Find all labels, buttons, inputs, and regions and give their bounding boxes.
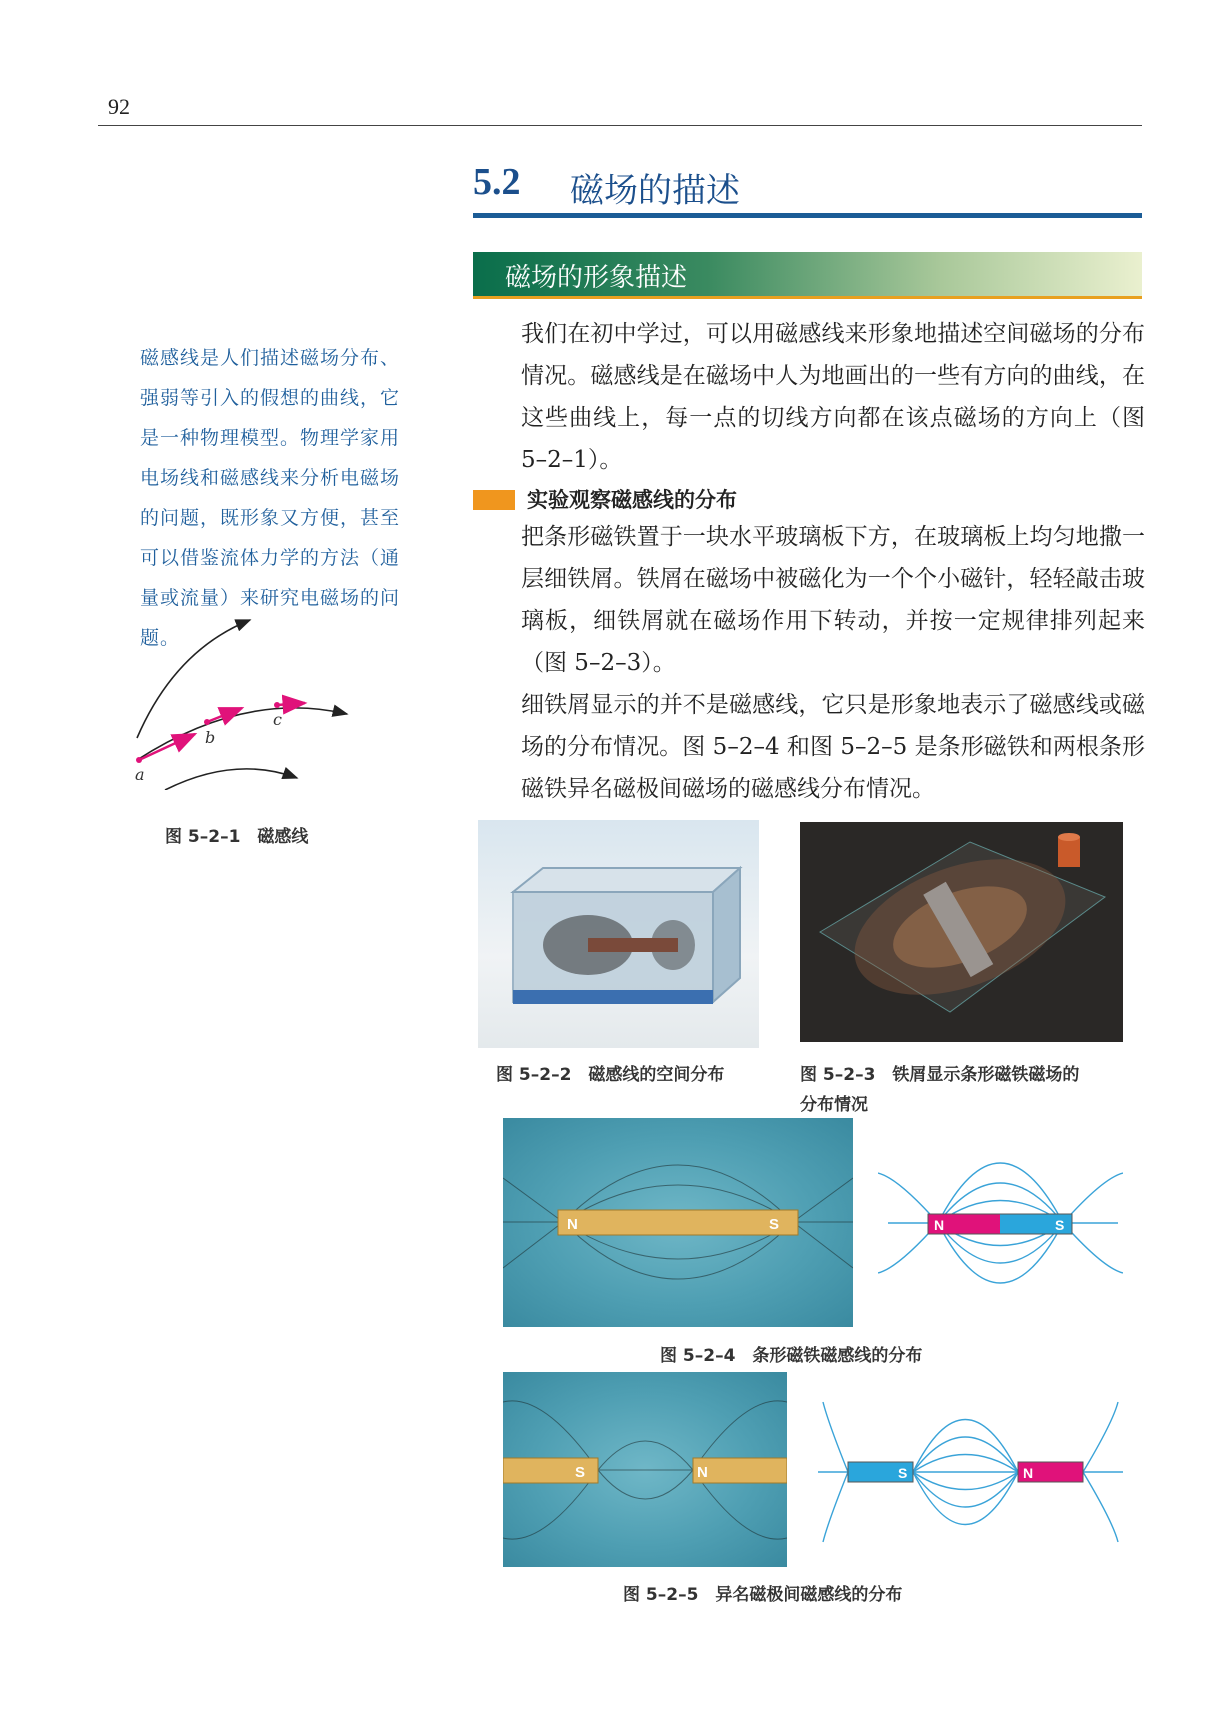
figure-5-2-3-photo xyxy=(800,822,1123,1042)
photo2-s-pole: S xyxy=(575,1464,586,1481)
section-number: 5.2 xyxy=(473,161,521,203)
point-b-label: b xyxy=(205,728,216,747)
intro-paragraph xyxy=(473,313,1145,481)
figure-5-2-4-caption: 图 5–2–4 条形磁铁磁感线的分布 xyxy=(660,1346,923,1366)
figure-5-2-1-caption: 图 5–2–1 磁感线 xyxy=(165,827,309,847)
experiment-text-1: 把条形磁铁置于一块水平玻璃板下方，在玻璃板上均匀地撒一层细铁屑。铁屑在磁场中被磁化为一个个小磁针，轻轻敲击玻璃板，细铁屑就在磁场作用下转动，并按一定规律排列起来（图 5–2–3）。 xyxy=(521,524,1145,676)
figure-5-2-2-photo xyxy=(478,820,759,1048)
experiment-title: 实验观察磁感线的分布 xyxy=(527,488,737,512)
figure-5-2-3-caption-line1: 图 5–2–3 铁屑显示条形磁铁磁场的 xyxy=(800,1065,1080,1085)
side-note-text: 磁感线是人们描述磁场分布、强弱等引入的假想的曲线，它是一种物理模型。物理学家用电场线和磁感线来分析电磁场的问题，既形象又方便，甚至可以借鉴流体力学的方法（通量或流量）来研究电磁场的问题。 xyxy=(140,347,401,649)
experiment-paragraph-1 xyxy=(473,516,1145,684)
section-rule xyxy=(473,213,1142,218)
experiment-paragraph-2 xyxy=(473,684,1145,810)
photo-n-pole: N xyxy=(567,1216,578,1233)
opposite-poles-field-diagram xyxy=(818,1382,1123,1562)
figure-5-2-3-caption-line2: 分布情况 xyxy=(800,1095,868,1115)
figure-5-2-4-photo xyxy=(503,1118,853,1327)
subsection-accent-line xyxy=(473,296,1142,299)
diagram-s-pole: S xyxy=(1055,1217,1065,1233)
diagram-n-pole: N xyxy=(934,1217,945,1233)
figure-5-2-5-photo xyxy=(503,1372,787,1567)
intro-text: 我们在初中学过，可以用磁感线来形象地描述空间磁场的分布情况。磁感线是在磁场中人为地画出的一些有方向的曲线，在这些曲线上，每一点的切线方向都在该点磁场的方向上（图5–2–1）。 xyxy=(521,321,1145,473)
experiment-marker xyxy=(473,490,515,510)
section-title: 磁场的描述 xyxy=(570,171,740,211)
page-number: 92 xyxy=(108,94,130,119)
bar-magnet-field-diagram xyxy=(878,1118,1123,1308)
diagram2-n-pole: N xyxy=(1023,1465,1034,1481)
figure-5-2-5-caption: 图 5–2–5 异名磁极间磁感线的分布 xyxy=(623,1585,903,1605)
photo-s-pole: S xyxy=(769,1216,780,1233)
point-c-label: c xyxy=(273,710,282,729)
experiment-text-2: 细铁屑显示的并不是磁感线，它只是形象地表示了磁感线或磁场的分布情况。图 5–2–4 和图 5–2–5 是条形磁铁和两根条形磁铁异名磁极间磁场的磁感线分布情况。 xyxy=(521,692,1145,802)
subsection-title: 磁场的形象描述 xyxy=(505,263,688,293)
photo2-n-pole: N xyxy=(697,1464,708,1481)
figure-5-2-2-caption: 图 5–2–2 磁感线的空间分布 xyxy=(496,1065,725,1085)
header-rule xyxy=(98,125,1142,126)
field-line-diagram xyxy=(125,610,365,790)
point-a-label: a xyxy=(135,765,145,784)
diagram2-s-pole: S xyxy=(898,1465,908,1481)
